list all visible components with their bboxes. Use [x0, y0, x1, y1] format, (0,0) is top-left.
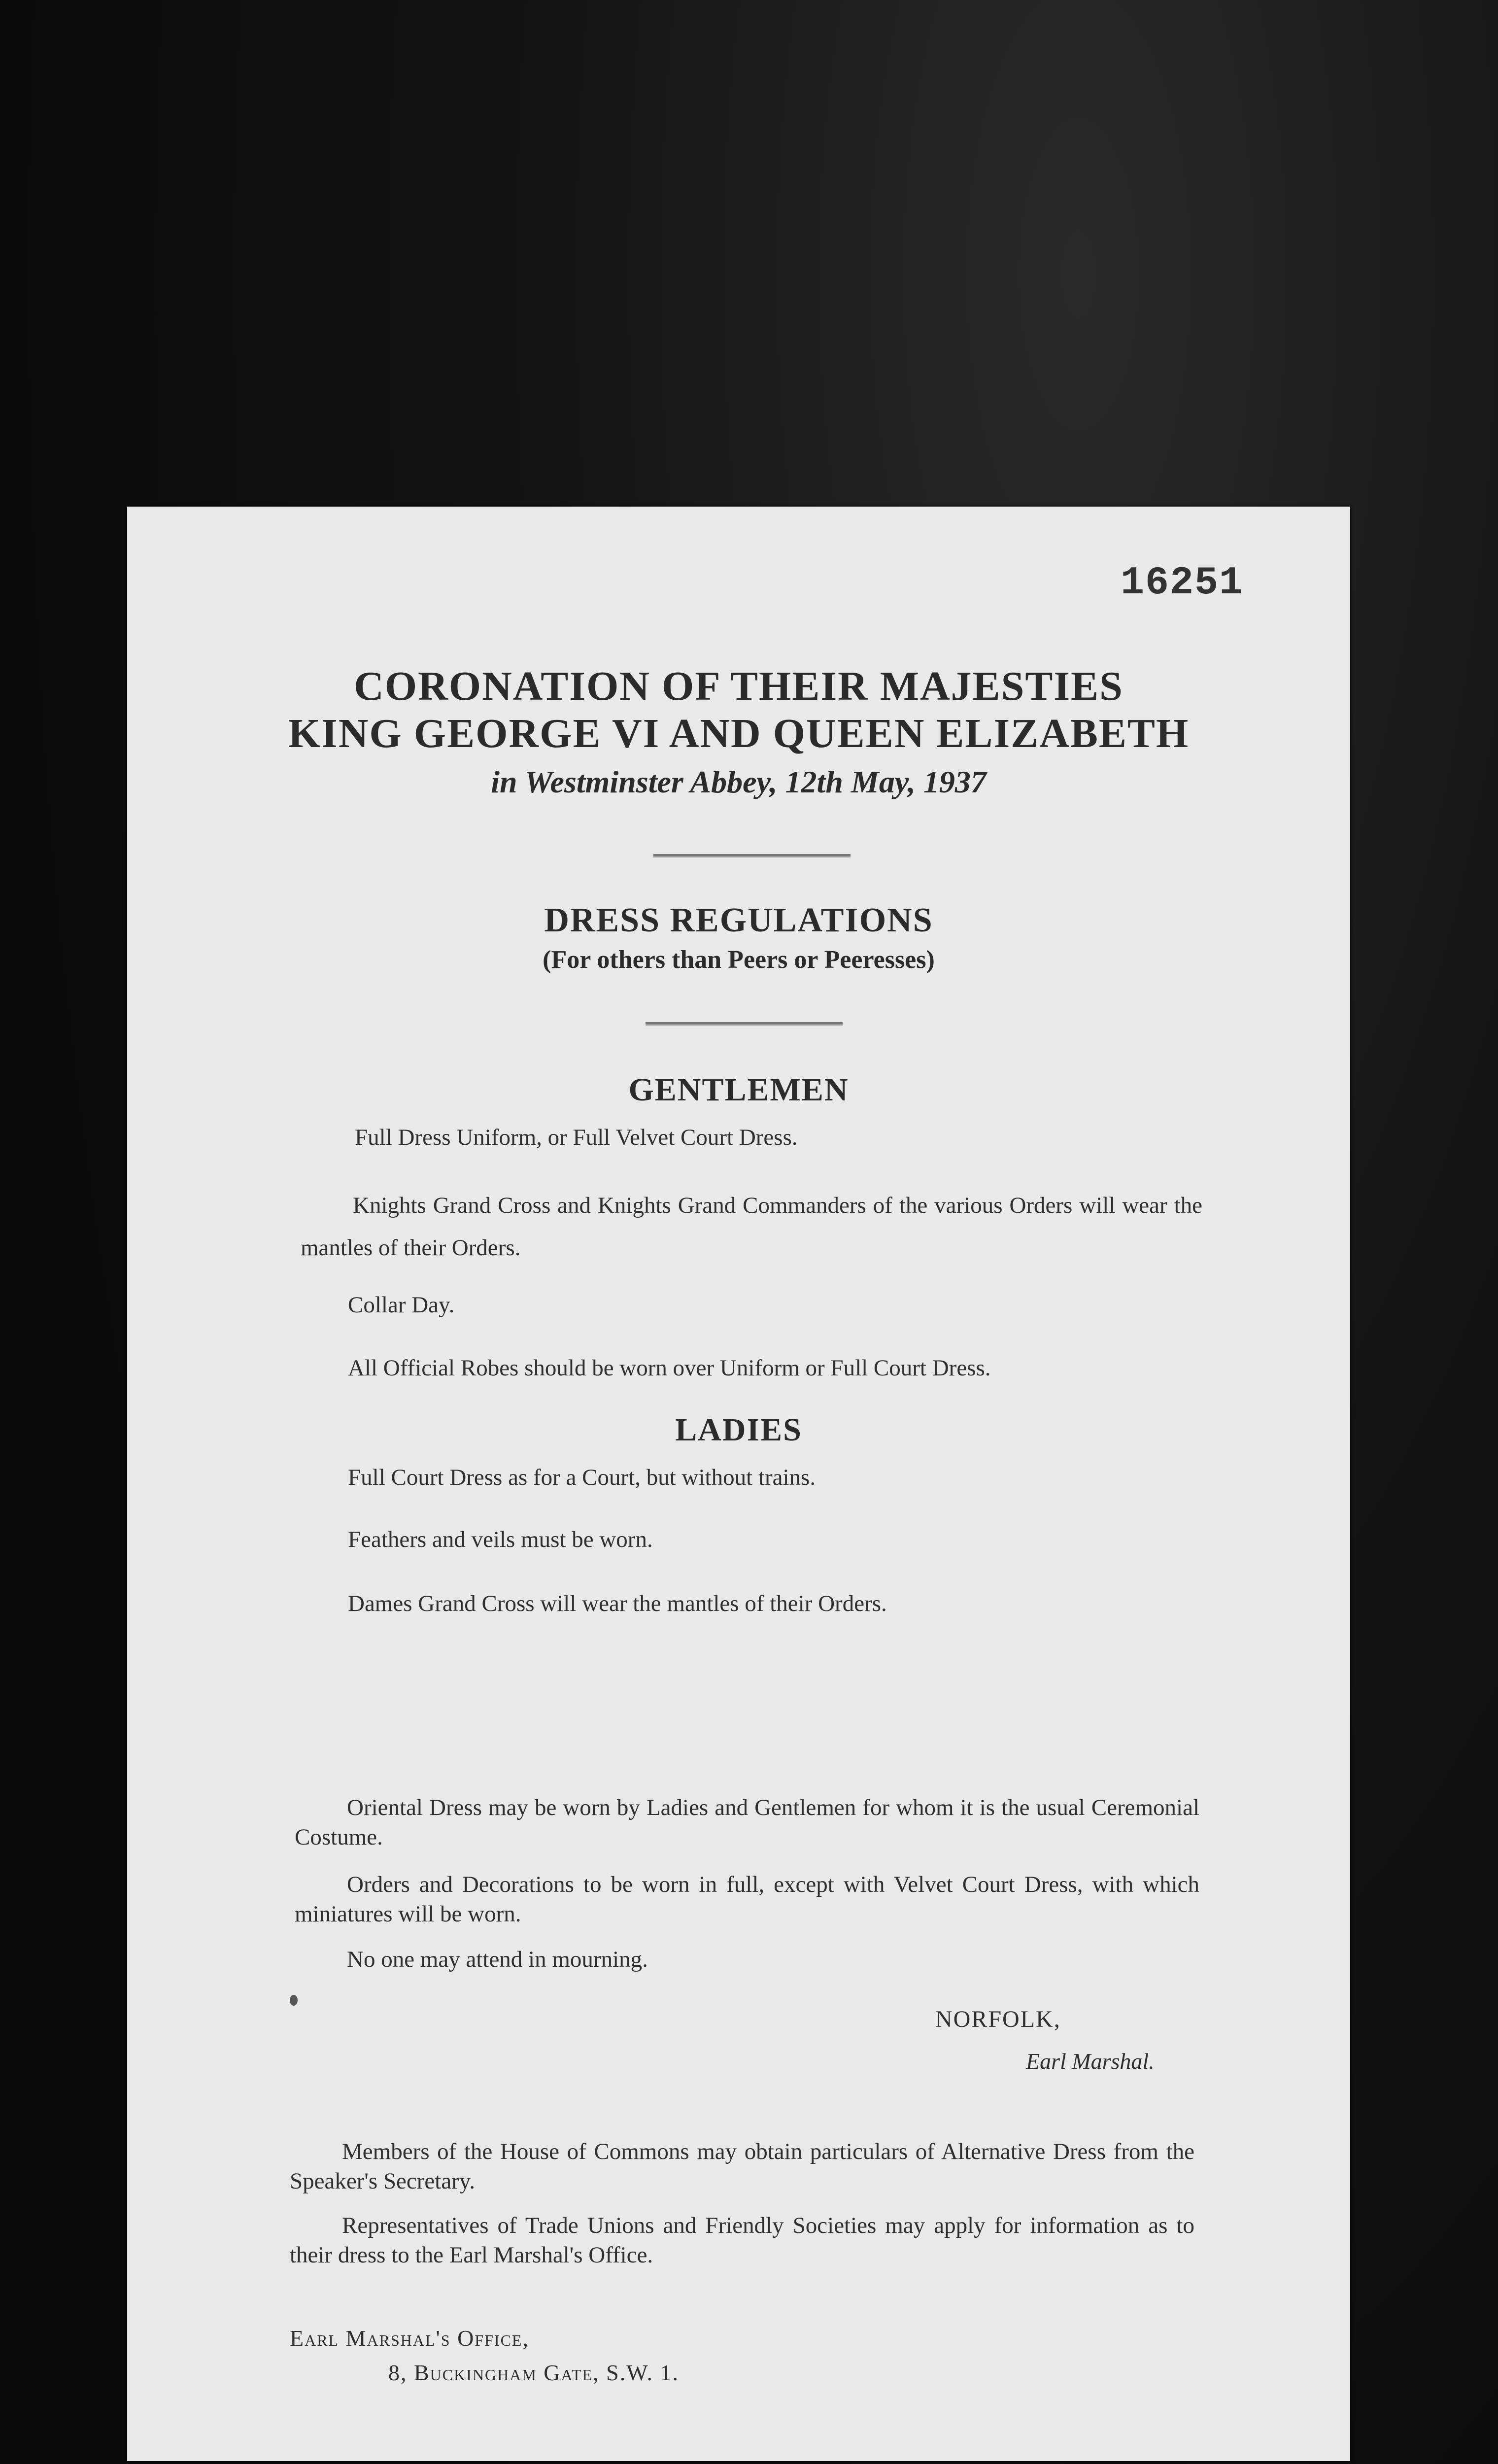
gentlemen-item: All Official Robes should be worn over Uniform or Full Court Dress.: [348, 1355, 991, 1381]
note: Representatives of Trade Unions and Friendly Societies may apply for information as to their dress to the Earl Marshal's Office.: [290, 2213, 1194, 2268]
subtitle: in Westminster Abbey, 12th May, 1937: [491, 764, 987, 799]
gentlemen-item: Collar Day.: [348, 1292, 455, 1318]
page-number: 16251: [1120, 561, 1244, 606]
gentlemen-item: Full Dress Uniform, or Full Velvet Court Dress.: [355, 1125, 798, 1150]
title-line-2: KING GEORGE VI AND QUEEN ELIZABETH: [288, 711, 1190, 756]
signature-title: Earl Marshal.: [1026, 2049, 1155, 2074]
ladies-heading: LADIES: [675, 1412, 802, 1448]
ladies-item: Dames Grand Cross will wear the mantles of their Orders.: [348, 1591, 887, 1616]
gentlemen-heading: GENTLEMEN: [628, 1072, 849, 1108]
general-item: Orders and Decorations to be worn in full, except with Velvet Court Dress, with which miniatures will be worn.: [295, 1872, 1199, 1927]
note: Members of the House of Commons may obtain particulars of Alternative Dress from the Speaker's Secretary.: [290, 2139, 1194, 2194]
title-line-1: CORONATION OF THEIR MAJESTIES: [354, 663, 1124, 709]
divider: [646, 1022, 843, 1026]
section-heading: DRESS REGULATIONS: [544, 901, 933, 939]
address-line-1: Earl Marshal's Office,: [290, 2326, 529, 2351]
ladies-item: Full Court Dress as for a Court, but without trains.: [348, 1465, 816, 1490]
general-item: Oriental Dress may be worn by Ladies and Gentlemen for whom it is the usual Ceremonial Costume.: [295, 1795, 1199, 1850]
signature-name: NORFOLK,: [935, 2006, 1061, 2032]
section-subheading: (For others than Peers or Peeresses): [543, 946, 935, 974]
gentlemen-item: Knights Grand Cross and Knights Grand Commanders of the various Orders will wear the mantles of their Orders.: [301, 1193, 1202, 1261]
divider: [653, 854, 851, 857]
scan-speck: [290, 1995, 298, 2006]
ladies-item: Feathers and veils must be worn.: [348, 1527, 653, 1552]
general-item: No one may attend in mourning.: [347, 1947, 648, 1972]
document-sheet: [127, 507, 1350, 2461]
address-line-2: 8, Buckingham Gate, S.W. 1.: [388, 2360, 679, 2385]
